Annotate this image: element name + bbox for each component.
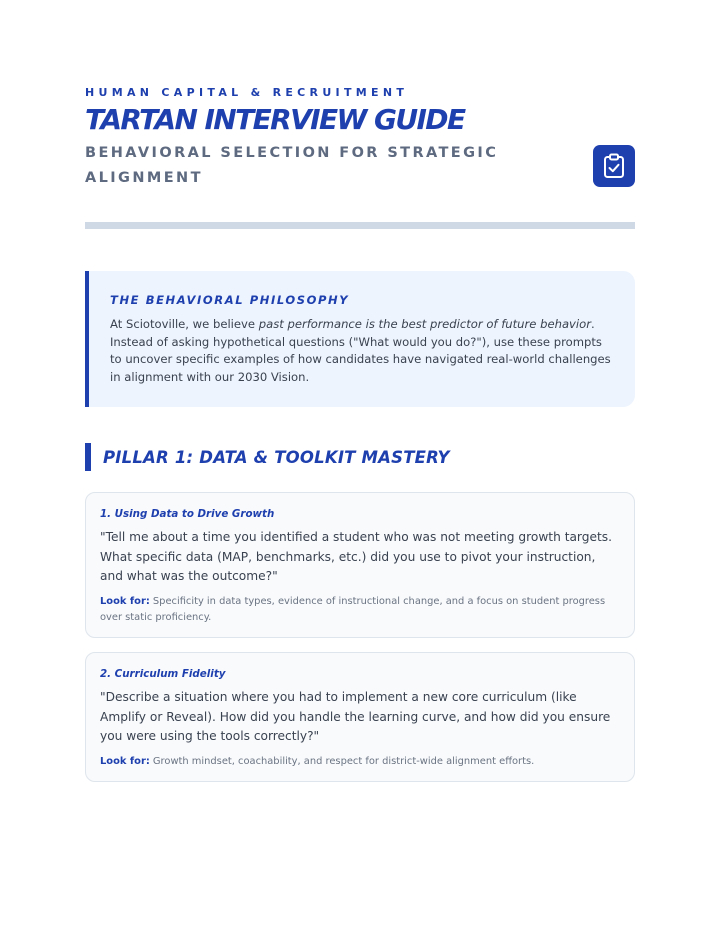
pillar-title: PILLAR 1: DATA & TOOLKIT MASTERY <box>103 447 450 467</box>
document-title: TARTAN INTERVIEW GUIDE <box>85 103 465 136</box>
philosophy-text <box>110 316 611 386</box>
question-card <box>85 652 635 782</box>
look-for-note <box>100 754 620 770</box>
look-for-label: Look for: <box>100 755 150 767</box>
look-for-note <box>100 594 620 626</box>
clipboard-check-icon <box>593 145 635 187</box>
department-label: HUMAN CAPITAL & RECRUITMENT <box>85 86 409 99</box>
document-subtitle: BEHAVIORAL SELECTION FOR STRATEGIC ALIGNMENT <box>85 145 499 186</box>
philosophy-callout <box>85 271 635 407</box>
question-text: "Describe a situation where you had to implement a new core curriculum (like Amplify or Reveal). How did you handle the learning curve, and how did you ensure you were using the tools correctly?" <box>100 690 611 743</box>
look-for-text: Specificity in data types, evidence of instructional change, and a focus on student progress over static proficiency. <box>100 595 606 623</box>
philosophy-heading: THE BEHAVIORAL PHILOSOPHY <box>110 293 350 307</box>
pillar-heading <box>85 443 635 471</box>
philosophy-emphasis: past performance is the best predictor of future behavior <box>258 317 591 331</box>
look-for-text: Growth mindset, coachability, and respect for district-wide alignment efforts. <box>149 755 535 767</box>
question-text: "Tell me about a time you identified a student who was not meeting growth targets. What specific data (MAP, benchmarks, etc.) did you use to pivot your instruction, and what was the outcome?" <box>100 530 612 583</box>
header-divider <box>85 222 635 229</box>
question-card <box>85 492 635 638</box>
question-title: 2. Curriculum Fidelity <box>100 668 226 680</box>
look-for-label: Look for: <box>100 595 150 607</box>
document-header <box>85 86 635 191</box>
philosophy-text-end: . Instead of asking hypothetical questions ("What would you do?"), use these prompts to uncover specific examples of how candidates have navigated real-world challenges in alignment with our 2030 Vision. <box>110 317 611 384</box>
philosophy-text-start: At Sciotoville, we believe <box>110 317 259 331</box>
question-title: 1. Using Data to Drive Growth <box>100 508 275 520</box>
pillar-accent-bar <box>85 443 91 471</box>
